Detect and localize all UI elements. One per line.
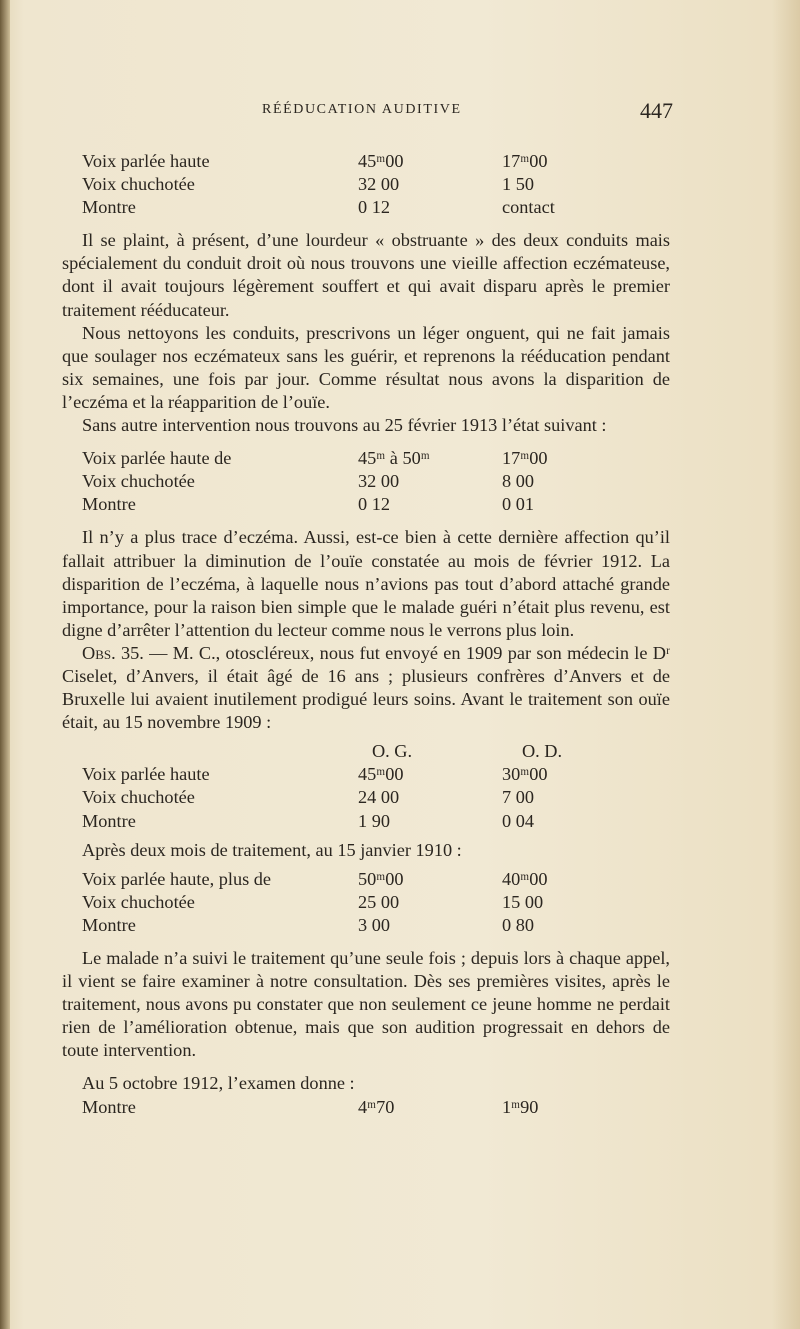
page-content [62,150,670,1119]
left-ear-value: 0 12 [358,197,390,218]
text-line [62,1072,670,1095]
hearing-table-3 [62,740,670,832]
observation-label: Obs. 35. [82,642,144,663]
table-row [62,786,670,809]
row-label: Montre [82,914,136,935]
table-row [62,891,670,914]
table-row [62,196,670,219]
left-ear-value: 4ᵐ70 [358,1096,395,1117]
right-ear-value: 30ᵐ00 [502,764,548,785]
left-ear-value: 32 00 [358,471,400,492]
table-row [62,810,670,833]
row-label: Voix chuchotée [82,891,195,912]
left-ear-value: 0 12 [358,494,390,515]
right-ear-value: 15 00 [502,891,544,912]
table-row [62,470,670,493]
hearing-table-4 [62,868,670,937]
row-label: Voix chuchotée [82,471,195,492]
table-row [62,1096,670,1119]
right-ear-value: 0 80 [502,914,534,935]
row-label: Montre [82,1096,136,1117]
right-ear-value: 40ᵐ00 [502,868,548,889]
right-ear-value: 17ᵐ00 [502,151,548,171]
row-label: Montre [82,197,136,218]
left-ear-value: 45ᵐ à 50ᵐ [358,448,430,469]
right-ear-value: 0 01 [502,494,534,515]
hearing-table-5 [62,1096,670,1119]
column-header-left-ear: O. G. [371,741,413,762]
right-ear-value: 8 00 [502,471,534,492]
paragraph: Il se plaint, à présent, d’une lourdeur « obstruante » des deux conduits mais spécialement du conduit droit où nous trouvons une vieille affection eczémateuse, dont il avait toujours légèrement souffert et qui avait disparu après le premier traitement rééducateur. [62,230,670,320]
text-line [62,839,670,862]
left-ear-value: 25 00 [358,891,400,912]
page-number: 447 [640,98,673,123]
exam-caption: Au 5 octobre 1912, l’examen donne : [82,1073,355,1094]
row-label: Voix chuchotée [82,787,195,808]
row-label: Voix parlée haute [82,151,210,171]
table-row [62,493,670,516]
running-head [0,98,800,123]
right-ear-value: 17ᵐ00 [502,448,548,469]
left-ear-value: 45ᵐ00 [358,151,404,171]
left-ear-value: 3 00 [358,914,390,935]
row-label: Voix parlée haute, plus de [82,868,272,889]
table-header-row [62,740,670,763]
page-spine [0,0,10,1329]
right-ear-value: contact [502,197,555,218]
interval-caption: Après deux mois de traitement, au 15 janvier 1910 : [82,839,462,860]
hearing-table-1 [62,150,670,219]
table-row [62,763,670,786]
left-ear-value: 32 00 [358,174,400,195]
row-label: Montre [82,494,136,515]
paragraph [62,642,670,734]
left-ear-value: 50ᵐ00 [358,868,404,889]
hearing-table-2 [62,447,670,516]
paragraph: Il n’y a plus trace d’eczéma. Aussi, est-ce bien à cette dernière affection qu’il fallait attribuer la diminution de l’ouïe constatée au mois de février 1912. La disparition de l’eczéma, à laquelle nous n’avions pas tout d’abord attaché grande importance, pour la raison bien simple que le malade guéri n’était plus revenu, est digne d’arrêter l’attention du lecteur comme nous le verrons plus loin. [62,527,670,640]
right-ear-value: 1 50 [502,174,534,195]
right-ear-value: 7 00 [502,787,534,808]
running-title: RÉÉDUCATION AUDITIVE [262,102,462,117]
paragraph: Le malade n’a suivi le traitement qu’une seule fois ; depuis lors à chaque appel, il vient se faire examiner à notre consultation. Dès ses premières visites, après le traitement, nous avons pu constater que non seulement ce jeune homme ne perdait rien de l’amélioration obtenue, mais que son audition progressait en dehors de toute intervention. [62,948,670,1061]
column-header-right-ear: O. D. [521,741,563,762]
left-ear-value: 24 00 [358,787,400,808]
table-row [62,868,670,891]
table-row [62,447,670,470]
row-label: Voix parlée haute de [82,448,232,469]
right-ear-value: 0 04 [502,810,534,831]
left-ear-value: 1 90 [358,810,390,831]
table-row [62,914,670,937]
left-ear-value: 45ᵐ00 [358,764,404,785]
table-row [62,150,670,173]
row-label: Montre [82,810,136,831]
row-label: Voix chuchotée [82,174,195,195]
row-label: Voix parlée haute [82,764,210,785]
paragraph: Nous nettoyons les conduits, prescrivons un léger onguent, qui ne fait jamais que soulager nos eczémateux sans les guérir, et reprenons la rééducation pendant six semaines, une fois par jour. Comme résultat nous avons la disparition de l’eczéma et la réapparition de l’ouïe. [62,322,670,412]
page-edge-shade [772,0,800,1329]
right-ear-value: 1ᵐ90 [502,1096,539,1117]
paragraph: Sans autre intervention nous trouvons au 25 février 1913 l’état suivant : [82,415,607,436]
observation-text: — M. C., otoscléreux, nous fut envoyé en 1909 par son médecin le Dʳ Ciselet, d’Anvers, il était âgé de 16 ans ; plusieurs confrères d’Anvers et de Bruxelle lui avaient inutilement prodigué leurs soins. Avant le traitement son ouïe était, au 15 novembre 1909 : [62,642,670,733]
table-row [62,173,670,196]
